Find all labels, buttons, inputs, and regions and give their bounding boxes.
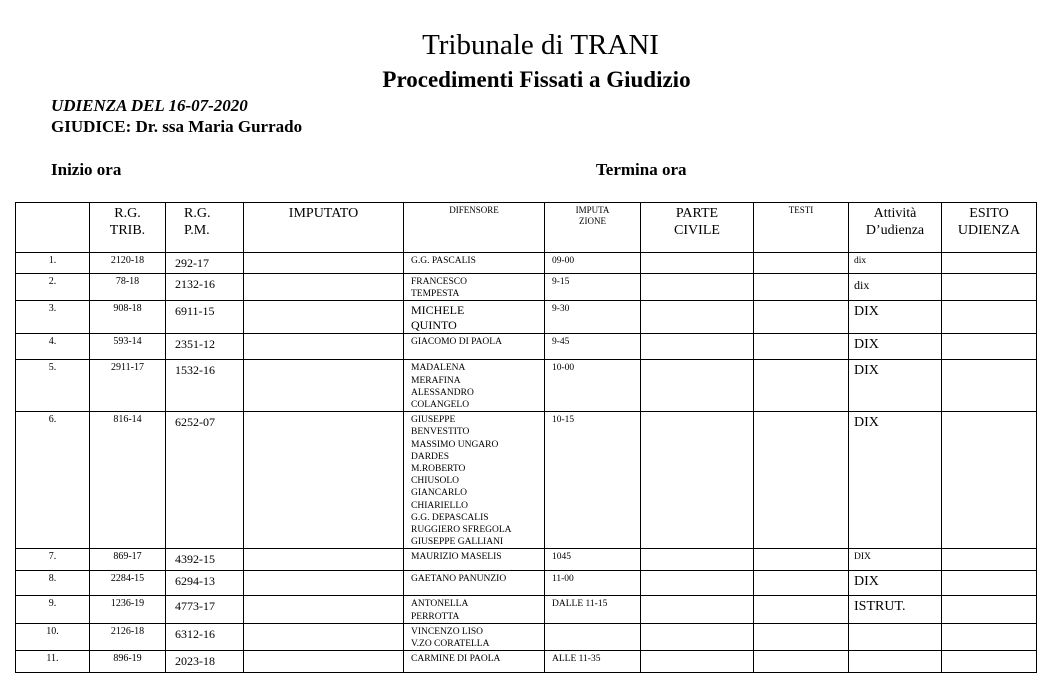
cell-parte-civile — [641, 549, 754, 571]
cell-attivita: DIX — [849, 571, 942, 596]
cell-rg-trib: 78-18 — [90, 274, 166, 301]
cell-testi — [754, 301, 849, 334]
cell-attivita: DIX — [849, 334, 942, 360]
table-row — [16, 571, 1037, 596]
cell-attivita: DIX — [849, 301, 942, 334]
cell-num: 1. — [16, 253, 90, 274]
page-subtitle: Procedimenti Fissati a Giudizio — [382, 67, 691, 92]
col-header-imputazione: IMPUTA ZIONE — [545, 203, 641, 253]
defender-name: MASSIMO UNGARO — [411, 439, 499, 450]
col-header-imputato: IMPUTATO — [244, 203, 404, 253]
cell-rg-pm: 2023-18 — [166, 651, 244, 673]
judge-name: GIUDICE: Dr. ssa Maria Gurrado — [51, 117, 303, 136]
cell-parte-civile — [641, 571, 754, 596]
cell-rg-pm: 6911-15 — [166, 301, 244, 334]
cell-rg-pm: 2132-16 — [166, 274, 244, 301]
cell-testi — [754, 571, 849, 596]
defender-name: TEMPESTA — [411, 289, 460, 300]
cell-testi — [754, 623, 849, 650]
table-row — [16, 549, 1037, 571]
cell-num: 11. — [16, 651, 90, 673]
cell-num: 4. — [16, 334, 90, 360]
cell-imputazione: 9-45 — [545, 334, 641, 360]
cell-rg-trib: 2911-17 — [90, 360, 166, 412]
cell-rg-pm: 4773-17 — [166, 596, 244, 623]
cell-imputato — [244, 360, 404, 412]
cell-testi — [754, 360, 849, 412]
col-header-attivita: Attività D’udienza — [849, 203, 942, 253]
table-row — [16, 274, 1037, 301]
col-header-testi: TESTI — [754, 203, 849, 253]
cell-rg-trib: 593-14 — [90, 334, 166, 360]
defender-name: V.ZO CORATELLA — [411, 639, 490, 650]
defender-name: GIANCARLO — [411, 488, 467, 499]
hearings-table — [15, 202, 1037, 673]
cell-imputato — [244, 253, 404, 274]
cell-parte-civile — [641, 596, 754, 623]
table-header-row — [16, 203, 1037, 253]
cell-attivita — [849, 651, 942, 673]
col-header-rg-pm: R.G. P.M. — [166, 203, 244, 253]
cell-imputazione: 1045 — [545, 549, 641, 571]
defender-name: FRANCESCO — [411, 277, 467, 287]
defender-name: ALESSANDRO — [411, 387, 474, 398]
cell-testi — [754, 549, 849, 571]
cell-testi — [754, 253, 849, 274]
defender-name: GIUSEPPE GALLIANI — [411, 537, 504, 548]
cell-attivita: dix — [849, 253, 942, 274]
cell-imputato — [244, 651, 404, 673]
table-row — [16, 596, 1037, 623]
cell-difensore — [404, 571, 545, 596]
cell-imputato — [244, 571, 404, 596]
cell-num: 2. — [16, 274, 90, 301]
defender-name: RUGGIERO SFREGOLA — [411, 525, 512, 536]
cell-difensore — [404, 334, 545, 360]
col-header-rg-trib: R.G. TRIB. — [90, 203, 166, 253]
cell-imputato — [244, 412, 404, 549]
table-row — [16, 360, 1037, 412]
cell-imputato — [244, 596, 404, 623]
cell-imputazione: 9-30 — [545, 301, 641, 334]
defender-name: QUINTO — [411, 318, 457, 333]
defender-name: MICHELE — [411, 303, 465, 318]
cell-esito — [942, 571, 1037, 596]
defender-name: ANTONELLA — [411, 599, 469, 610]
defender-name: MAURIZIO MASELIS — [411, 552, 502, 563]
cell-rg-trib: 908-18 — [90, 301, 166, 334]
cell-testi — [754, 412, 849, 549]
cell-testi — [754, 274, 849, 301]
cell-imputato — [244, 274, 404, 301]
table-row — [16, 651, 1037, 673]
cell-esito — [942, 412, 1037, 549]
cell-esito — [942, 623, 1037, 650]
cell-rg-trib: 2126-18 — [90, 623, 166, 650]
cell-num: 10. — [16, 623, 90, 650]
cell-difensore — [404, 412, 545, 549]
col-header-num — [16, 203, 90, 253]
cell-rg-trib: 2120-18 — [90, 253, 166, 274]
defender-name: CHIARIELLO — [411, 500, 468, 511]
defender-name: GAETANO PANUNZIO — [411, 574, 507, 585]
defender-name: MERAFINA — [411, 375, 461, 386]
cell-imputazione: 11-00 — [545, 571, 641, 596]
cell-testi — [754, 651, 849, 673]
cell-difensore — [404, 301, 545, 334]
cell-testi — [754, 334, 849, 360]
hearing-date: UDIENZA DEL 16-07-2020 — [51, 96, 248, 115]
end-time-label: Termina ora — [596, 160, 687, 179]
cell-parte-civile — [641, 334, 754, 360]
cell-parte-civile — [641, 623, 754, 650]
defender-name: CHIUSOLO — [411, 476, 460, 487]
defender-name: M.ROBERTO — [411, 464, 466, 475]
cell-parte-civile — [641, 360, 754, 412]
cell-rg-pm: 6252-07 — [166, 412, 244, 549]
defender-name: BENVESTITO — [411, 427, 470, 438]
cell-difensore — [404, 596, 545, 623]
cell-esito — [942, 274, 1037, 301]
cell-rg-trib: 816-14 — [90, 412, 166, 549]
table-row — [16, 412, 1037, 549]
cell-difensore — [404, 253, 545, 274]
defender-name: MADALENA — [411, 363, 466, 374]
cell-imputazione: 10-15 — [545, 412, 641, 549]
cell-attivita: ISTRUT. — [849, 596, 942, 623]
cell-rg-pm: 4392-15 — [166, 549, 244, 571]
cell-rg-pm: 292-17 — [166, 253, 244, 274]
cell-esito — [942, 301, 1037, 334]
cell-imputato — [244, 549, 404, 571]
defender-name: PERROTTA — [411, 611, 460, 622]
cell-difensore — [404, 274, 545, 301]
cell-testi — [754, 596, 849, 623]
table-row — [16, 623, 1037, 650]
cell-attivita: DIX — [849, 412, 942, 549]
cell-attivita — [849, 623, 942, 650]
defender-name: GIACOMO DI PAOLA — [411, 337, 502, 348]
cell-num: 3. — [16, 301, 90, 334]
cell-parte-civile — [641, 274, 754, 301]
defender-name: G.G. PASCALIS — [411, 256, 476, 266]
cell-attivita: dix — [849, 274, 942, 301]
table-row — [16, 334, 1037, 360]
cell-esito — [942, 549, 1037, 571]
cell-attivita: DIX — [849, 549, 942, 571]
cell-rg-pm: 1532-16 — [166, 360, 244, 412]
cell-esito — [942, 334, 1037, 360]
cell-rg-pm: 2351-12 — [166, 334, 244, 360]
defender-name: GIUSEPPE — [411, 415, 456, 426]
cell-esito — [942, 253, 1037, 274]
cell-rg-trib: 896-19 — [90, 651, 166, 673]
cell-num: 7. — [16, 549, 90, 571]
cell-imputato — [244, 334, 404, 360]
cell-esito — [942, 651, 1037, 673]
cell-rg-trib: 1236-19 — [90, 596, 166, 623]
cell-imputato — [244, 301, 404, 334]
cell-rg-pm: 6312-16 — [166, 623, 244, 650]
defender-name: COLANGELO — [411, 400, 470, 411]
cell-parte-civile — [641, 412, 754, 549]
cell-imputazione: 10-00 — [545, 360, 641, 412]
col-header-parte-civile: PARTE CIVILE — [641, 203, 754, 253]
cell-parte-civile — [641, 651, 754, 673]
col-header-difensore: DIFENSORE — [404, 203, 545, 253]
defender-name: G.G. DEPASCALIS — [411, 512, 489, 523]
cell-imputazione: 9-15 — [545, 274, 641, 301]
cell-imputazione: 09-00 — [545, 253, 641, 274]
cell-parte-civile — [641, 253, 754, 274]
cell-num: 9. — [16, 596, 90, 623]
col-header-esito: ESITO UDIENZA — [942, 203, 1037, 253]
cell-imputazione: ALLE 11-35 — [545, 651, 641, 673]
table-row — [16, 301, 1037, 334]
cell-rg-pm: 6294-13 — [166, 571, 244, 596]
defender-name: CARMINE DI PAOLA — [411, 654, 501, 665]
cell-rg-trib: 869-17 — [90, 549, 166, 571]
cell-difensore — [404, 549, 545, 571]
start-time-label: Inizio ora — [51, 160, 122, 179]
page-title: Tribunale di TRANI — [422, 29, 659, 61]
cell-difensore — [404, 651, 545, 673]
cell-rg-trib: 2284-15 — [90, 571, 166, 596]
cell-imputazione — [545, 623, 641, 650]
cell-difensore — [404, 360, 545, 412]
cell-esito — [942, 596, 1037, 623]
cell-imputazione: DALLE 11-15 — [545, 596, 641, 623]
cell-num: 5. — [16, 360, 90, 412]
cell-num: 8. — [16, 571, 90, 596]
cell-imputato — [244, 623, 404, 650]
cell-num: 6. — [16, 412, 90, 549]
cell-attivita: DIX — [849, 360, 942, 412]
cell-parte-civile — [641, 301, 754, 334]
table-row — [16, 253, 1037, 274]
defender-name: VINCENZO LISO — [411, 626, 484, 637]
defender-name: DARDES — [411, 451, 450, 462]
cell-difensore — [404, 623, 545, 650]
cell-esito — [942, 360, 1037, 412]
